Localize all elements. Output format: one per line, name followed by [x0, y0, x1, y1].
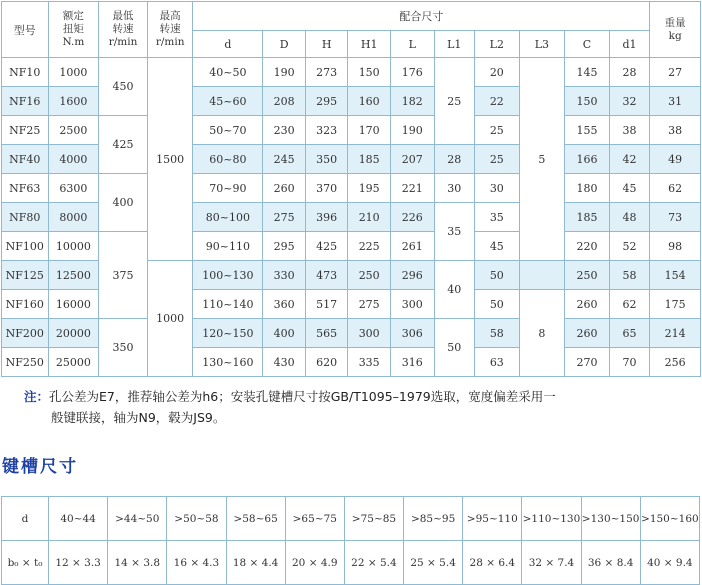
keyway-size: 28 × 6.4 — [463, 541, 522, 585]
cell-torque: 8000 — [48, 203, 99, 232]
cell-H: 295 — [305, 87, 348, 116]
cell-weight: 62 — [650, 174, 701, 203]
cell-min-speed: 450 — [99, 58, 148, 116]
cell-L2: 30 — [475, 174, 520, 203]
cell-L: 261 — [390, 232, 434, 261]
cell-L2: 50 — [475, 290, 520, 319]
cell-d1: 52 — [609, 232, 650, 261]
cell-min-speed: 350 — [99, 319, 148, 377]
cell-L3: 5 — [519, 58, 565, 261]
cell-H: 323 — [305, 116, 348, 145]
cell-d: 60~80 — [193, 145, 263, 174]
keyway-size: 12 × 3.3 — [49, 541, 108, 585]
cell-weight: 31 — [650, 87, 701, 116]
cell-torque: 20000 — [48, 319, 99, 348]
cell-L2: 63 — [475, 348, 520, 377]
cell-D: 295 — [263, 232, 306, 261]
keyway-size: 25 × 5.4 — [404, 541, 463, 585]
cell-d: 45~60 — [193, 87, 263, 116]
footnote-line-2: 般键联接，轴为N9，毂为JS9。 — [51, 410, 226, 425]
cell-model: NF250 — [2, 348, 49, 377]
cell-L1: 40 — [434, 261, 475, 319]
cell-d1: 58 — [609, 261, 650, 290]
cell-H1: 250 — [348, 261, 391, 290]
cell-H: 425 — [305, 232, 348, 261]
cell-C: 260 — [565, 290, 610, 319]
cell-torque: 6300 — [48, 174, 99, 203]
cell-d1: 42 — [609, 145, 650, 174]
keyway-size: 40 × 9.4 — [640, 541, 699, 585]
cell-max-speed: 1500 — [147, 58, 193, 261]
cell-L2: 45 — [475, 232, 520, 261]
coupling-spec-table — [1, 1, 701, 377]
cell-H1: 150 — [348, 58, 391, 87]
cell-H: 396 — [305, 203, 348, 232]
keyway-range: >150~160 — [640, 497, 699, 541]
keyway-size: 22 × 5.4 — [344, 541, 403, 585]
keyway-range: >110~130 — [522, 497, 581, 541]
cell-L: 182 — [390, 87, 434, 116]
cell-L1: 30 — [434, 174, 475, 203]
cell-weight: 214 — [650, 319, 701, 348]
header-H1: H1 — [348, 31, 391, 58]
keyway-range: >75~85 — [344, 497, 403, 541]
cell-d: 90~110 — [193, 232, 263, 261]
cell-H1: 195 — [348, 174, 391, 203]
table-row — [2, 116, 701, 145]
cell-D: 208 — [263, 87, 306, 116]
cell-L: 207 — [390, 145, 434, 174]
cell-C: 180 — [565, 174, 610, 203]
header-fit-dimensions: 配合尺寸 — [193, 2, 650, 31]
cell-H: 517 — [305, 290, 348, 319]
cell-D: 430 — [263, 348, 306, 377]
cell-model: NF25 — [2, 116, 49, 145]
cell-min-speed: 400 — [99, 174, 148, 232]
cell-torque: 10000 — [48, 232, 99, 261]
keyway-range: >50~58 — [167, 497, 226, 541]
cell-H1: 210 — [348, 203, 391, 232]
footnote-line-1: 孔公差为E7，推荐轴公差为h6；安装孔键槽尺寸按GB/T1095–1979选取，宽度偏差采用一 — [49, 389, 556, 404]
keyway-range: >65~75 — [285, 497, 344, 541]
cell-L1: 50 — [434, 319, 475, 377]
cell-model: NF63 — [2, 174, 49, 203]
cell-L: 226 — [390, 203, 434, 232]
cell-min-speed: 375 — [99, 232, 148, 319]
cell-d1: 70 — [609, 348, 650, 377]
cell-torque: 1000 — [48, 58, 99, 87]
cell-d1: 48 — [609, 203, 650, 232]
cell-L2: 35 — [475, 203, 520, 232]
keyway-size: 18 × 4.4 — [226, 541, 285, 585]
header-model: 型号 — [2, 2, 49, 58]
footnote — [24, 386, 689, 428]
table-row — [2, 232, 701, 261]
cell-H: 473 — [305, 261, 348, 290]
cell-torque: 2500 — [48, 116, 99, 145]
table-row — [2, 174, 701, 203]
cell-H1: 160 — [348, 87, 391, 116]
cell-D: 230 — [263, 116, 306, 145]
cell-d: 100~130 — [193, 261, 263, 290]
cell-d: 110~140 — [193, 290, 263, 319]
cell-torque: 1600 — [48, 87, 99, 116]
cell-L3: 8 — [519, 290, 565, 377]
cell-d: 70~90 — [193, 174, 263, 203]
keyway-d-label: d — [2, 497, 49, 541]
cell-L1: 28 — [434, 145, 475, 174]
cell-torque: 16000 — [48, 290, 99, 319]
cell-D: 360 — [263, 290, 306, 319]
keyway-title: 键槽尺寸 — [2, 457, 78, 477]
cell-C: 260 — [565, 319, 610, 348]
cell-H1: 300 — [348, 319, 391, 348]
header-L1: L1 — [434, 31, 475, 58]
cell-weight: 38 — [650, 116, 701, 145]
cell-L2: 25 — [475, 145, 520, 174]
cell-L: 316 — [390, 348, 434, 377]
keyway-range: >85~95 — [404, 497, 463, 541]
keyway-size: 16 × 4.3 — [167, 541, 226, 585]
keyway-table — [1, 496, 700, 585]
cell-L2: 22 — [475, 87, 520, 116]
header-torque: 额定 扭矩 N.m — [48, 2, 99, 58]
keyway-size: 14 × 3.8 — [108, 541, 167, 585]
cell-model: NF100 — [2, 232, 49, 261]
cell-weight: 256 — [650, 348, 701, 377]
keyway-row-bt — [2, 541, 700, 585]
cell-L2: 20 — [475, 58, 520, 87]
footnote-label: 注： — [24, 389, 50, 404]
cell-d1: 32 — [609, 87, 650, 116]
cell-D: 275 — [263, 203, 306, 232]
cell-d: 80~100 — [193, 203, 263, 232]
cell-model: NF160 — [2, 290, 49, 319]
cell-H: 350 — [305, 145, 348, 174]
cell-d: 130~160 — [193, 348, 263, 377]
cell-L: 221 — [390, 174, 434, 203]
keyway-range: >58~65 — [226, 497, 285, 541]
cell-L: 306 — [390, 319, 434, 348]
cell-d: 120~150 — [193, 319, 263, 348]
cell-C: 250 — [565, 261, 610, 290]
cell-H: 273 — [305, 58, 348, 87]
cell-L1: 25 — [434, 58, 475, 145]
cell-H1: 185 — [348, 145, 391, 174]
cell-D: 245 — [263, 145, 306, 174]
cell-L: 300 — [390, 290, 434, 319]
cell-weight: 73 — [650, 203, 701, 232]
keyway-size: 20 × 4.9 — [285, 541, 344, 585]
cell-H1: 335 — [348, 348, 391, 377]
header-weight: 重量 kg — [650, 2, 701, 58]
cell-d1: 38 — [609, 116, 650, 145]
cell-D: 190 — [263, 58, 306, 87]
cell-min-speed: 425 — [99, 116, 148, 174]
cell-d1: 65 — [609, 319, 650, 348]
keyway-size: 32 × 7.4 — [522, 541, 581, 585]
cell-L3 — [519, 261, 565, 290]
cell-C: 270 — [565, 348, 610, 377]
cell-d: 40~50 — [193, 58, 263, 87]
cell-d: 50~70 — [193, 116, 263, 145]
keyway-range: >95~110 — [463, 497, 522, 541]
cell-D: 400 — [263, 319, 306, 348]
cell-D: 260 — [263, 174, 306, 203]
cell-C: 166 — [565, 145, 610, 174]
keyway-bt-label: b₀ × t₀ — [2, 541, 49, 585]
cell-C: 220 — [565, 232, 610, 261]
cell-L2: 50 — [475, 261, 520, 290]
cell-L: 296 — [390, 261, 434, 290]
cell-H1: 275 — [348, 290, 391, 319]
header-D: D — [263, 31, 306, 58]
cell-H: 565 — [305, 319, 348, 348]
cell-L: 190 — [390, 116, 434, 145]
keyway-range: >130~150 — [581, 497, 640, 541]
cell-H: 620 — [305, 348, 348, 377]
header-d: d — [193, 31, 263, 58]
cell-C: 150 — [565, 87, 610, 116]
cell-d1: 62 — [609, 290, 650, 319]
cell-C: 155 — [565, 116, 610, 145]
cell-torque: 25000 — [48, 348, 99, 377]
cell-D: 330 — [263, 261, 306, 290]
cell-torque: 4000 — [48, 145, 99, 174]
header-L3: L3 — [519, 31, 565, 58]
cell-weight: 27 — [650, 58, 701, 87]
cell-L: 176 — [390, 58, 434, 87]
cell-max-speed: 1000 — [147, 261, 193, 377]
keyway-row-d — [2, 497, 700, 541]
header-min-speed: 最低 转速 r/min — [99, 2, 148, 58]
table-row — [2, 319, 701, 348]
cell-C: 185 — [565, 203, 610, 232]
cell-L2: 25 — [475, 116, 520, 145]
cell-model: NF80 — [2, 203, 49, 232]
header-L2: L2 — [475, 31, 520, 58]
cell-weight: 154 — [650, 261, 701, 290]
table-row — [2, 58, 701, 87]
cell-L1: 35 — [434, 203, 475, 261]
cell-d1: 28 — [609, 58, 650, 87]
cell-weight: 98 — [650, 232, 701, 261]
header-d1: d1 — [609, 31, 650, 58]
cell-model: NF16 — [2, 87, 49, 116]
header-L: L — [390, 31, 434, 58]
cell-torque: 12500 — [48, 261, 99, 290]
cell-C: 145 — [565, 58, 610, 87]
cell-model: NF10 — [2, 58, 49, 87]
cell-H1: 225 — [348, 232, 391, 261]
cell-H: 370 — [305, 174, 348, 203]
cell-weight: 175 — [650, 290, 701, 319]
cell-H1: 170 — [348, 116, 391, 145]
cell-model: NF200 — [2, 319, 49, 348]
header-max-speed: 最高 转速 r/min — [147, 2, 193, 58]
header-H: H — [305, 31, 348, 58]
keyway-range: 40~44 — [49, 497, 108, 541]
cell-L2: 58 — [475, 319, 520, 348]
keyway-range: >44~50 — [108, 497, 167, 541]
cell-weight: 49 — [650, 145, 701, 174]
cell-model: NF125 — [2, 261, 49, 290]
header-C: C — [565, 31, 610, 58]
keyway-size: 36 × 8.4 — [581, 541, 640, 585]
cell-model: NF40 — [2, 145, 49, 174]
cell-d1: 45 — [609, 174, 650, 203]
